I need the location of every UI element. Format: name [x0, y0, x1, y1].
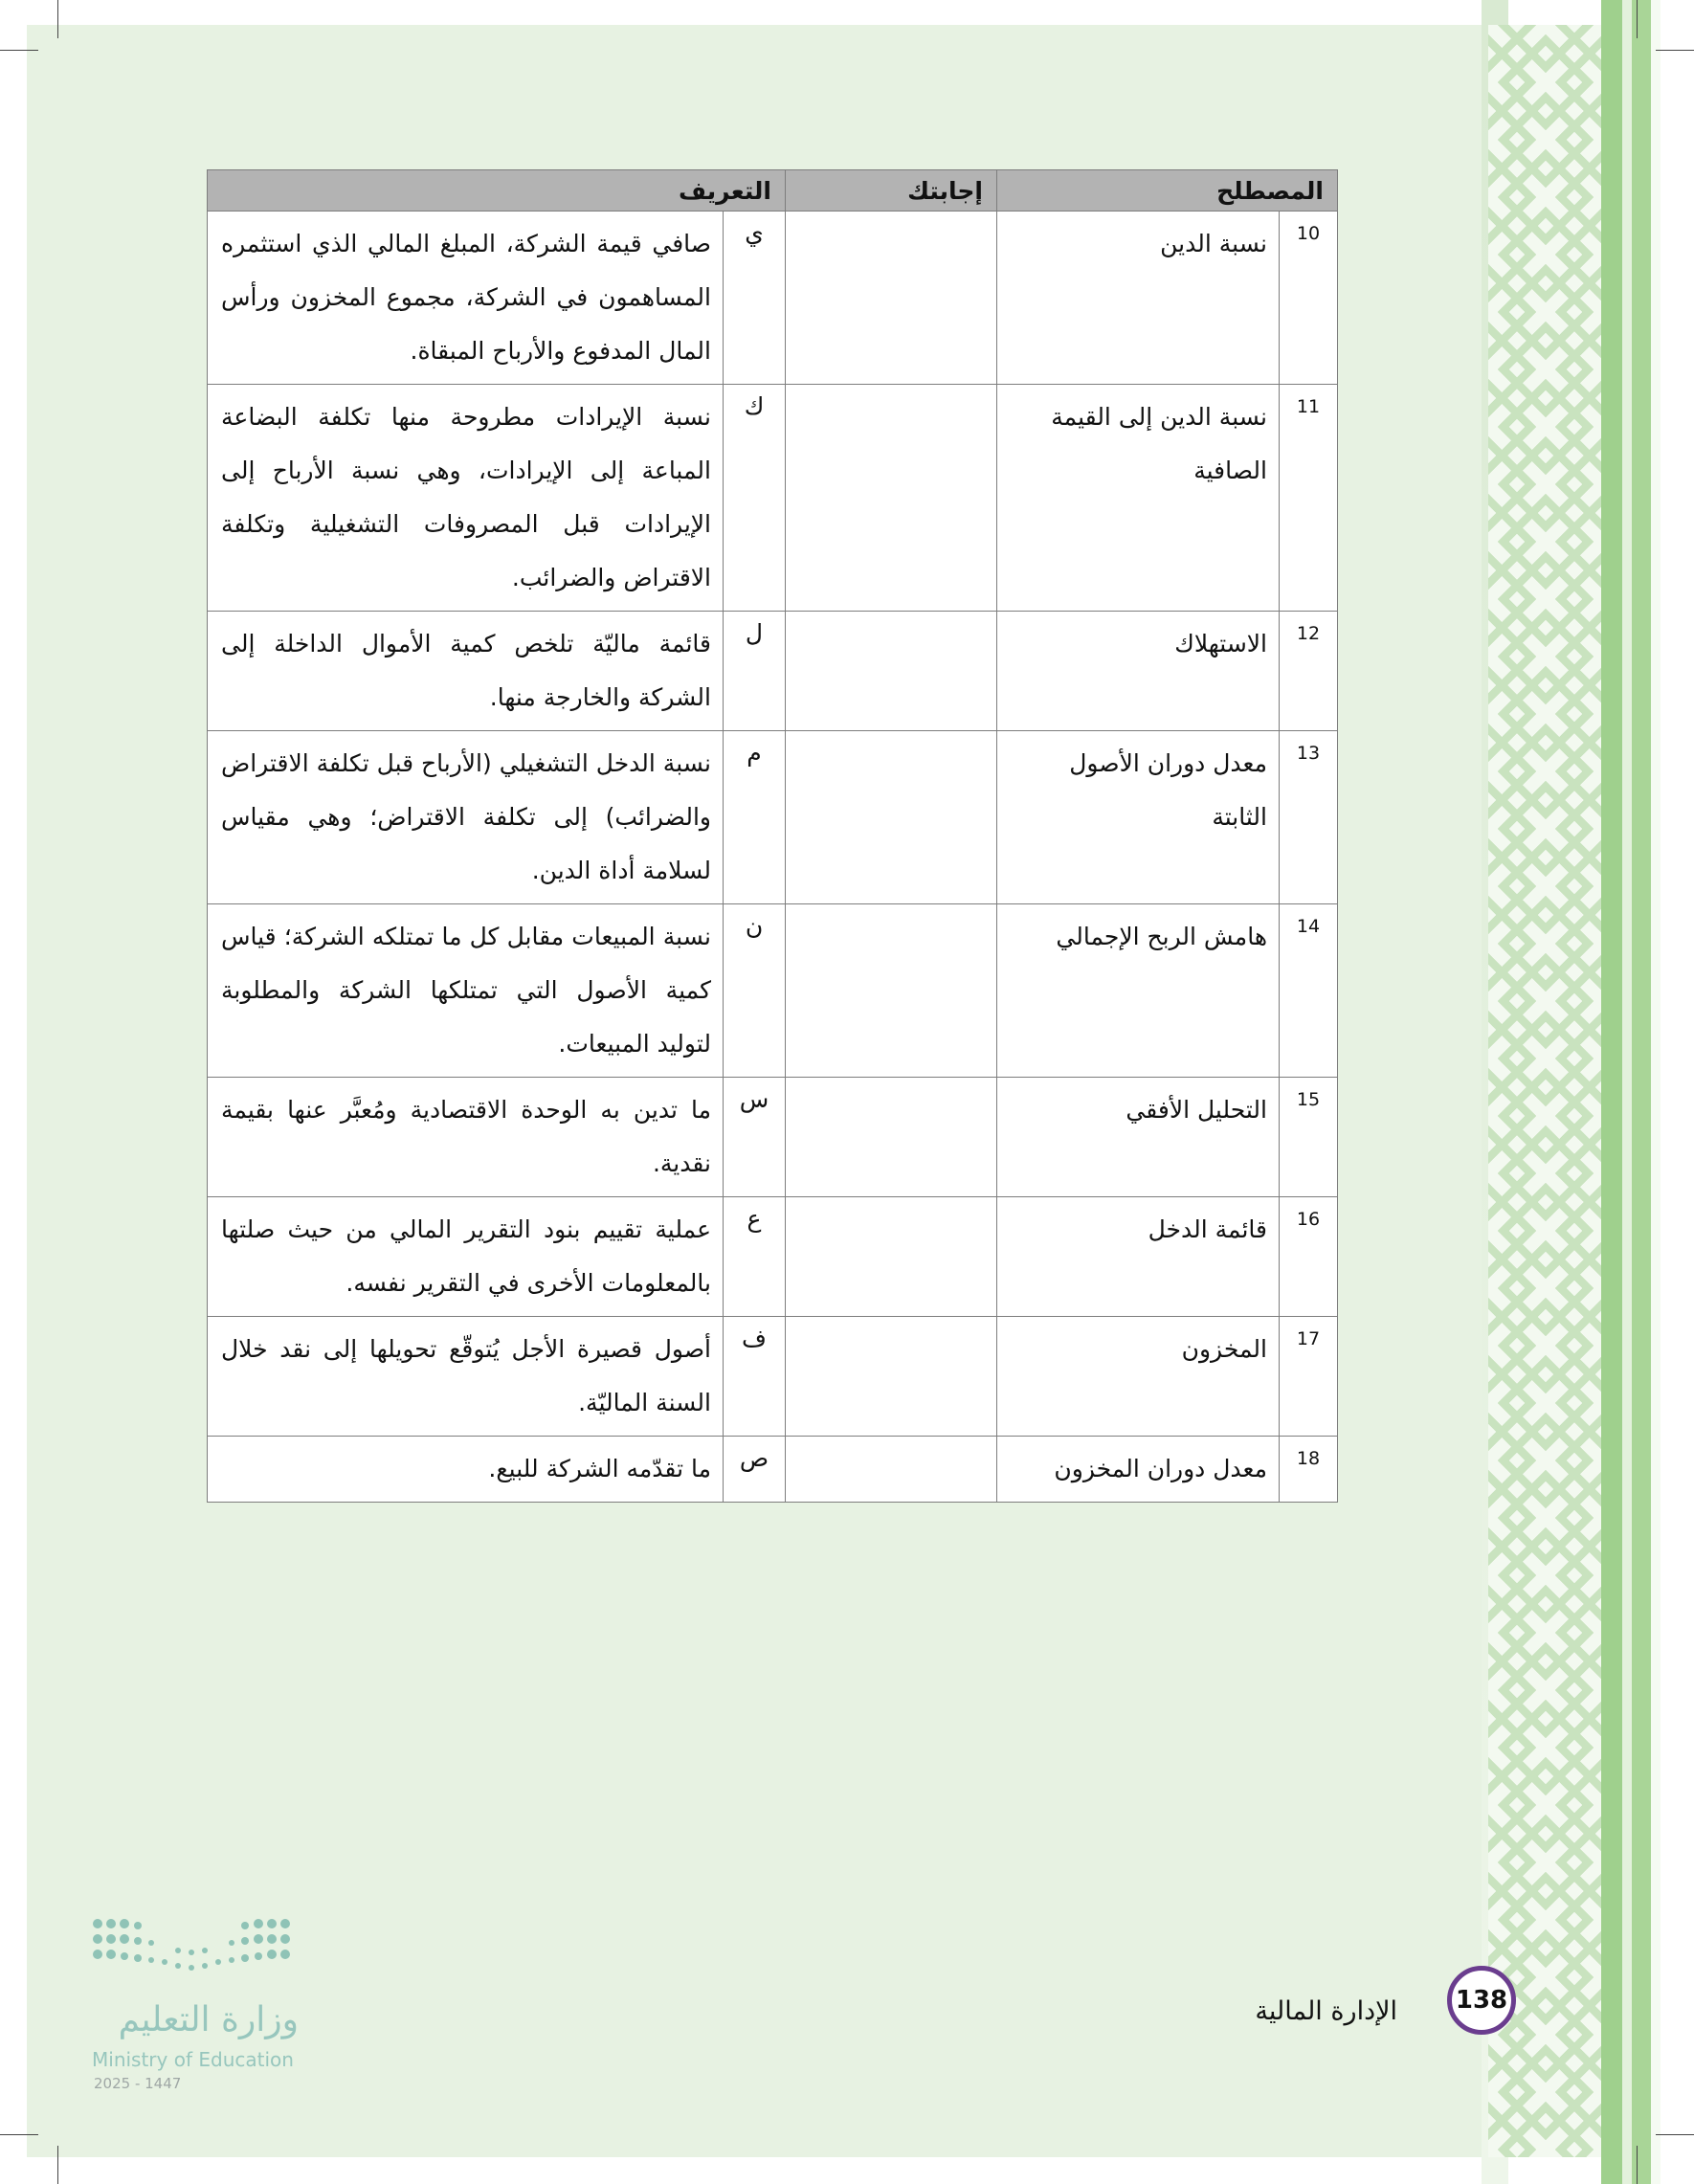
answer-cell[interactable] [786, 1437, 997, 1503]
ministry-name-arabic: وزارة التعليم [118, 2000, 299, 2039]
table-row [208, 1078, 1338, 1197]
table-row [208, 731, 1338, 904]
glossary-table [207, 169, 1338, 1503]
crop-mark [1637, 0, 1638, 38]
table-row [208, 612, 1338, 731]
row-number: 11 [1280, 385, 1338, 612]
row-term: هامش الربح الإجمالي [997, 904, 1280, 1078]
crop-mark [57, 0, 58, 38]
row-number: 13 [1280, 731, 1338, 904]
row-number: 15 [1280, 1078, 1338, 1197]
decorative-pattern-strip [1488, 25, 1601, 2157]
answer-cell[interactable] [786, 385, 997, 612]
ministry-logo-dots-icon [92, 1918, 302, 1981]
table-row [208, 212, 1338, 385]
row-number: 16 [1280, 1197, 1338, 1317]
row-term: نسبة الدين [997, 212, 1280, 385]
edition-year: 2025 - 1447 [94, 2075, 182, 2092]
row-definition: ما تدين به الوحدة الاقتصادية ومُعبَّر عنها بقيمة نقدية. [208, 1078, 724, 1197]
crop-mark [57, 2146, 58, 2184]
decorative-stripe [1651, 0, 1661, 2184]
row-letter: ن [724, 904, 786, 1078]
answer-cell[interactable] [786, 612, 997, 731]
answer-cell[interactable] [786, 212, 997, 385]
row-number: 10 [1280, 212, 1338, 385]
row-definition: نسبة الدخل التشغيلي (الأرباح قبل تكلفة الاقتراض والضرائب) إلى تكلفة الاقتراض؛ وهي مقياس لسلامة أداة الدين. [208, 731, 724, 904]
row-letter: ي [724, 212, 786, 385]
decorative-stripe [1622, 0, 1632, 2184]
row-term: الاستهلاك [997, 612, 1280, 731]
answer-cell[interactable] [786, 1317, 997, 1437]
answer-cell[interactable] [786, 904, 997, 1078]
row-definition: نسبة المبيعات مقابل كل ما تمتلكه الشركة؛ قياس كمية الأصول التي تمتلكها الشركة والمطلوبة لتوليد المبيعات. [208, 904, 724, 1078]
row-definition: عملية تقييم بنود التقرير المالي من حيث صلتها بالمعلومات الأخرى في التقرير نفسه. [208, 1197, 724, 1317]
table-row [208, 1197, 1338, 1317]
decorative-stripe [1632, 0, 1651, 2184]
ministry-name-english: Ministry of Education [92, 2048, 294, 2071]
header-term: المصطلح [997, 170, 1338, 212]
row-term: نسبة الدين إلى القيمة الصافية [997, 385, 1280, 612]
row-letter: ص [724, 1437, 786, 1503]
decorative-stripe [1601, 0, 1622, 2184]
crop-mark [0, 50, 38, 51]
crop-mark [0, 2134, 38, 2135]
row-definition: أصول قصيرة الأجل يُتوقّع تحويلها إلى نقد خلال السنة الماليّة. [208, 1317, 724, 1437]
crop-mark [1637, 2146, 1638, 2184]
book-title: الإدارة المالية [1255, 1996, 1397, 2026]
row-term: التحليل الأفقي [997, 1078, 1280, 1197]
row-letter: م [724, 731, 786, 904]
answer-cell[interactable] [786, 731, 997, 904]
answer-cell[interactable] [786, 1078, 997, 1197]
crop-mark [1656, 50, 1694, 51]
row-definition: قائمة ماليّة تلخص كمية الأموال الداخلة إلى الشركة والخارجة منها. [208, 612, 724, 731]
table-row [208, 385, 1338, 612]
row-definition: نسبة الإيرادات مطروحة منها تكلفة البضاعة المباعة إلى الإيرادات، وهي نسبة الأرباح إلى الإيرادات قبل المصروفات التشغيلية وتكلفة الاقتراض والضرائب. [208, 385, 724, 612]
row-number: 12 [1280, 612, 1338, 731]
crop-mark [1656, 2134, 1694, 2135]
page-number: 138 [1455, 1986, 1508, 2015]
row-term: معدل دوران المخزون [997, 1437, 1280, 1503]
page-number-badge [1447, 1966, 1516, 2035]
table-row [208, 1317, 1338, 1437]
row-number: 14 [1280, 904, 1338, 1078]
row-letter: ع [724, 1197, 786, 1317]
row-letter: س [724, 1078, 786, 1197]
row-number: 18 [1280, 1437, 1338, 1503]
answer-cell[interactable] [786, 1197, 997, 1317]
row-term: معدل دوران الأصول الثابتة [997, 731, 1280, 904]
table-header-row [208, 170, 1338, 212]
row-letter: ك [724, 385, 786, 612]
header-answer: إجابتك [786, 170, 997, 212]
row-letter: ف [724, 1317, 786, 1437]
row-term: قائمة الدخل [997, 1197, 1280, 1317]
row-definition: ما تقدّمه الشركة للبيع. [208, 1437, 724, 1503]
table-row [208, 1437, 1338, 1503]
row-term: المخزون [997, 1317, 1280, 1437]
table-row [208, 904, 1338, 1078]
row-number: 17 [1280, 1317, 1338, 1437]
header-definition: التعريف [208, 170, 786, 212]
row-definition: صافي قيمة الشركة، المبلغ المالي الذي استثمره المساهمون في الشركة، مجموع المخزون ورأس المال المدفوع والأرباح المبقاة. [208, 212, 724, 385]
row-letter: ل [724, 612, 786, 731]
